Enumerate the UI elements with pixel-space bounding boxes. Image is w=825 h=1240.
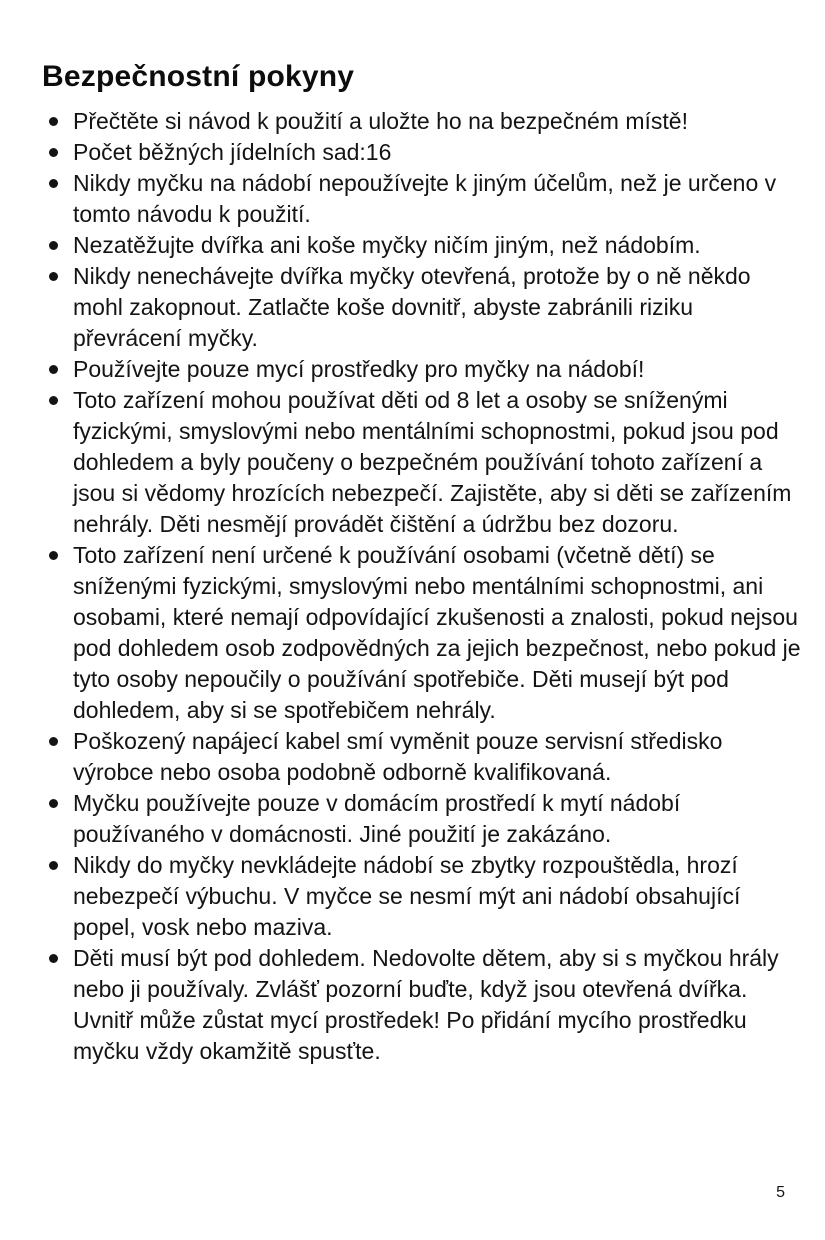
bullet-text: Přečtěte si návod k použití a uložte ho na bezpečném místě! xyxy=(73,108,688,134)
bullet-text: Nikdy do myčky nevkládejte nádobí se zbytky rozpouštědla, hrozí nebezpečí výbuchu. V myčce se nesmí mýt ani nádobí obsahující popel, vosk nebo maziva. xyxy=(73,852,741,940)
page-title: Bezpečnostní pokyny xyxy=(42,60,355,93)
bullet-text: Toto zařízení mohou používat děti od 8 let a osoby se sníženými fyzickými, smyslovými nebo mentálními schopnostmi, pokud jsou pod dohledem a byly poučeny o bezpečném používání tohoto zařízení a jsou si vědomy hrozících nebezpečí. Zajistěte, aby si děti se zařízením nehrály. Děti nesmějí provádět čištění a údržbu bez dozoru. xyxy=(73,387,792,537)
bullet-icon xyxy=(49,241,58,250)
bullet-icon xyxy=(49,737,58,746)
bullet-icon xyxy=(49,117,58,126)
bullet-icon xyxy=(49,365,58,374)
list-item xyxy=(42,726,801,788)
bullet-icon xyxy=(49,272,58,281)
safety-instructions-list xyxy=(42,106,801,1067)
bullet-icon xyxy=(49,954,58,963)
bullet-icon xyxy=(49,861,58,870)
bullet-text: Myčku používejte pouze v domácím prostředí k mytí nádobí používaného v domácnosti. Jiné použití je zakázáno. xyxy=(73,790,681,847)
bullet-text: Používejte pouze mycí prostředky pro myčky na nádobí! xyxy=(73,356,645,382)
list-item xyxy=(42,354,801,385)
list-item xyxy=(42,540,801,726)
list-item xyxy=(42,168,801,230)
bullet-icon xyxy=(49,396,58,405)
list-item xyxy=(42,261,801,354)
page-number: 5 xyxy=(776,1184,785,1201)
list-item xyxy=(42,850,801,943)
bullet-icon xyxy=(49,148,58,157)
bullet-icon xyxy=(49,179,58,188)
list-item xyxy=(42,106,801,137)
bullet-icon xyxy=(49,551,58,560)
bullet-text: Počet běžných jídelních sad:16 xyxy=(73,139,392,165)
list-item xyxy=(42,137,801,168)
bullet-text: Poškozený napájecí kabel smí vyměnit pouze servisní středisko výrobce nebo osoba podobně odborně kvalifikovaná. xyxy=(73,728,723,785)
bullet-text: Nikdy nenechávejte dvířka myčky otevřená, protože by o ně někdo mohl zakopnout. Zatlačte koše dovnitř, abyste zabránili riziku převrácení myčky. xyxy=(73,263,751,351)
list-item xyxy=(42,385,801,540)
bullet-text: Nikdy myčku na nádobí nepoužívejte k jiným účelům, než je určeno v tomto návodu k použití. xyxy=(73,170,777,227)
bullet-text: Nezatěžujte dvířka ani koše myčky ničím jiným, než nádobím. xyxy=(73,232,701,258)
list-item xyxy=(42,230,801,261)
bullet-text: Toto zařízení není určené k používání osobami (včetně dětí) se sníženými fyzickými, smyslovými nebo mentálními schopnostmi, ani osobami, které nemají odpovídající zkušenosti a znalosti, pokud nejsou pod dohledem osob zodpovědných za jejich bezpečnost, nebo pokud je tyto osoby nepoučily o používání spotřebiče. Děti musejí být pod dohledem, aby si se spotřebičem nehrály. xyxy=(73,542,801,723)
list-item xyxy=(42,788,801,850)
list-item xyxy=(42,943,801,1067)
bullet-text: Děti musí být pod dohledem. Nedovolte dětem, aby si s myčkou hrály nebo ji používaly. Zvlášť pozorní buďte, když jsou otevřená dvířka. Uvnitř může zůstat mycí prostředek! Po přidání mycího prostředku myčku vždy okamžitě spusťte. xyxy=(73,945,779,1064)
bullet-icon xyxy=(49,799,58,808)
